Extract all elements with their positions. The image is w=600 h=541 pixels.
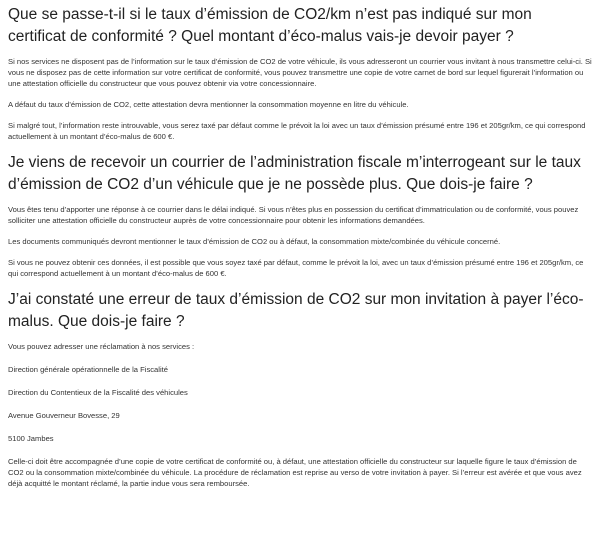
address-line-street: Avenue Gouverneur Bovesse, 29 xyxy=(8,411,120,420)
faq-question: Que se passe-t-il si le taux d’émission de CO2/km n’est pas indiqué sur mon certificat de conformité ? Quel montant d’éco-malus vais-je devoir payer ? xyxy=(8,6,532,45)
faq-paragraph: Si nos services ne disposent pas de l’information sur le taux d’émission de CO2 de votre véhicule, ils vous adresseront un courrier vous invitant à nous transmettre celui-ci. Si vous ne disposez pas de cette information sur votre certificat de conformité, vous pouvez transmettre une copie de votre carnet de bord sur lequel figurerait l’information ou une attestation officielle du constructeur que vous pouvez obtenir via votre concessionnaire. xyxy=(8,57,592,88)
faq-paragraph: Celle-ci doit être accompagnée d’une copie de votre certificat de conformité ou, à défaut, une attestation officielle du constructeur sur laquelle figure le taux d’émission de CO2 ou la consommation mixte/combinée du véhicule. La procédure de réclamation est reprise au verso de votre invitation à payer. Si l’erreur est avérée et que vous avez déjà acquitté le montant réclamé, la partie indue vous sera remboursée. xyxy=(8,457,582,488)
faq-section-vehicle-no-longer-owned xyxy=(8,152,592,279)
faq-paragraph: A défaut du taux d’émission de CO2, cette attestation devra mentionner la consommation moyenne en litre du véhicule. xyxy=(8,100,409,109)
faq-paragraph: Si malgré tout, l’information reste introuvable, vous serez taxé par défaut comme le prévoit la loi avec un taux d’émission présumé entre 196 et 205gr/km, ce qui correspond actuellement à un montant d’éco-malus de 600 €. xyxy=(8,121,586,141)
faq-answer xyxy=(8,341,592,489)
faq-answer xyxy=(8,204,592,279)
faq-answer xyxy=(8,56,592,142)
faq-paragraph: Vous êtes tenu d’apporter une réponse à ce courrier dans le délai indiqué. Si vous n’êtes plus en possession du certificat d’immatriculation ou de conformité, vous pouvez solliciter une attestation officielle du constructeur auprès de votre concessionnaire pour obtenir les informations demandées. xyxy=(8,205,579,225)
address-line-direction-generale: Direction générale opérationnelle de la Fiscalité xyxy=(8,365,168,374)
faq-section-co2-error xyxy=(8,289,592,489)
faq-section-missing-co2 xyxy=(8,4,592,142)
faq-question: J’ai constaté une erreur de taux d’émission de CO2 sur mon invitation à payer l’éco-malus. Que dois-je faire ? xyxy=(8,291,584,330)
address-line-city: 5100 Jambes xyxy=(8,434,54,443)
faq-paragraph: Les documents communiqués devront mentionner le taux d’émission de CO2 ou à défaut, la consommation mixte/combinée du véhicule concerné. xyxy=(8,237,501,246)
faq-paragraph: Si vous ne pouvez obtenir ces données, il est possible que vous soyez taxé par défaut, comme le prévoit la loi, avec un taux d’émission présumé entre 196 et 205gr/km, ce qui correspond actuellement à un montant d’éco-malus de 600 €. xyxy=(8,258,584,278)
address-line-direction-contentieux: Direction du Contentieux de la Fiscalité des véhicules xyxy=(8,388,188,397)
faq-paragraph: Vous pouvez adresser une réclamation à nos services : xyxy=(8,342,195,351)
faq-question: Je viens de recevoir un courrier de l’administration fiscale m’interrogeant sur le taux d’émission de CO2 d’un véhicule que je ne possède plus. Que dois-je faire ? xyxy=(8,154,581,193)
